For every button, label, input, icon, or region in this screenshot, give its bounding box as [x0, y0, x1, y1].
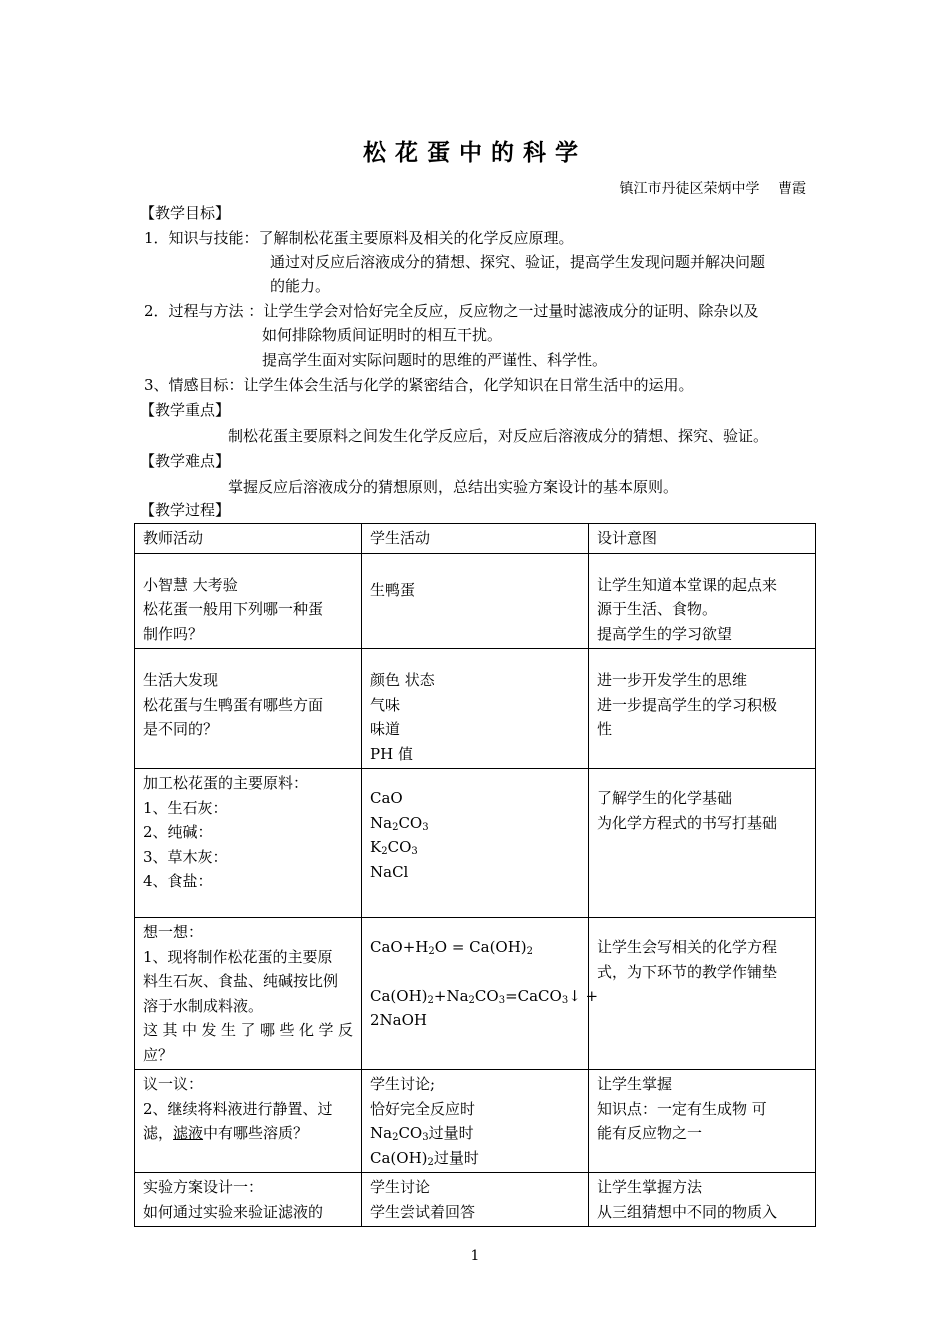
- table-row: [135, 553, 816, 649]
- cell-line: 学生讨论;: [370, 1075, 436, 1093]
- intent-cell: [589, 1070, 816, 1173]
- cell-line: 议一议：: [143, 1075, 204, 1093]
- goal-1-line-3: 的能力。: [270, 277, 331, 295]
- cell-line: 制作吗？: [143, 624, 204, 643]
- cell-line: $Na_2CO_3$过量时: [370, 1124, 474, 1143]
- table-row: [135, 918, 816, 1070]
- cell-line: 进一步开发学生的思维: [597, 671, 748, 689]
- goals-heading: 【教学目标】: [140, 204, 231, 222]
- cell-line: 生鸭蛋: [370, 580, 416, 599]
- goal-1-label: 1．知识与技能：: [144, 229, 259, 247]
- cell-line: 松花蛋与生鸭蛋有哪些方面: [143, 695, 324, 714]
- student-cell: [362, 769, 589, 918]
- equation-2: $Ca(OH)_2+Na_2CO_3=CaCO_3↓$ +: [370, 986, 599, 1006]
- cell-line: 3、草木灰：: [143, 847, 228, 866]
- cell-line: 想一想：: [143, 923, 204, 941]
- goal-2-line-3: 提高学生面对实际问题时的思维的严谨性、科学性。: [262, 351, 608, 369]
- cell-line: 为化学方程式的书写打基础: [597, 813, 778, 832]
- goal-2-label: 2．过程与方法 ：: [144, 302, 264, 320]
- cell-line: 溶于水制成料液。: [143, 996, 264, 1015]
- cell-line: 让学生知道本堂课的起点来: [597, 575, 778, 594]
- student-cell: [362, 553, 589, 649]
- cell-line: 松花蛋一般用下列哪一种蛋: [143, 600, 324, 618]
- difficulty-heading: 【教学难点】: [140, 452, 231, 470]
- table-row: [135, 649, 816, 769]
- cell-line: 应？: [143, 1045, 174, 1064]
- cell-line: $Ca(OH)_2$过量时: [370, 1148, 479, 1168]
- cell-line: 2、纯碱：: [143, 823, 213, 841]
- table-header-row: [135, 524, 816, 554]
- cell-line: 这其中发生了哪些化学反: [143, 1021, 353, 1039]
- cell-line: 恰好完全反应时: [370, 1099, 476, 1118]
- teacher-cell: [135, 1173, 362, 1227]
- intent-cell: [589, 918, 816, 1070]
- goal-2: [144, 301, 758, 321]
- student-cell: [362, 1070, 589, 1173]
- header-teacher: 教师活动: [135, 524, 362, 554]
- goal-2-line-1: 让学生学会对恰好完全反应，反应物之一过量时滤液成分的证明、除杂以及: [263, 302, 759, 320]
- teacher-cell: [135, 918, 362, 1070]
- cell-line: 生活大发现: [143, 671, 219, 689]
- cell-line: 小智慧 大考验: [143, 575, 238, 594]
- cell-line: 4、食盐：: [143, 872, 213, 890]
- teacher-cell: [135, 769, 362, 918]
- cell-line: 味道: [370, 720, 401, 738]
- doc-title: 松花蛋中的科学: [363, 139, 587, 166]
- table-row: [135, 769, 816, 918]
- formula-nacl: NaCl: [370, 862, 409, 881]
- cell-line: 料生石灰、食盐、纯碱按比例: [143, 972, 339, 990]
- intent-cell: [589, 769, 816, 918]
- goal-1: [144, 228, 574, 248]
- process-heading: 【教学过程】: [140, 501, 231, 519]
- cell-line: 1、现将制作松花蛋的主要原: [143, 947, 333, 966]
- author-line: 镇江市丹徒区荣炳中学 曹霞: [619, 181, 806, 197]
- key-heading: 【教学重点】: [140, 401, 231, 419]
- goal-1-line-1: 了解制松花蛋主要原料及相关的化学反应原理。: [258, 229, 574, 247]
- key-text: 制松花蛋主要原料之间发生化学反应后，对反应后溶液成分的猜想、探究、验证。: [228, 427, 769, 445]
- spacer: [370, 960, 580, 984]
- difficulty-text: 掌握反应后溶液成分的猜想原则，总结出实验方案设计的基本原则。: [228, 478, 679, 496]
- formula-cao: CaO: [370, 789, 403, 807]
- cell-line: 实验方案设计一：: [143, 1178, 264, 1196]
- equation-2-cont: 2NaOH: [370, 1011, 427, 1029]
- cell-line: 颜色 状态: [370, 671, 435, 689]
- cell-line: 提高学生的学习欲望: [597, 624, 733, 643]
- student-cell: [362, 1173, 589, 1227]
- cell-line: 让学生掌握方法: [597, 1178, 703, 1196]
- intent-cell: [589, 1173, 816, 1227]
- cell-line: 了解学生的化学基础: [597, 789, 733, 807]
- cell-line: 是不同的？: [143, 720, 219, 738]
- cell-line: 性: [597, 720, 613, 738]
- table-row: [135, 1173, 816, 1227]
- cell-line: 气味: [370, 695, 401, 714]
- cell-line: 学生尝试着回答: [370, 1202, 476, 1221]
- cell-line: 源于生活、食物。: [597, 600, 718, 618]
- intent-cell: [589, 553, 816, 649]
- equation-1: $CaO+H_2O = Ca(OH)_2$: [370, 938, 534, 957]
- intent-cell: [589, 649, 816, 769]
- teacher-cell: [135, 553, 362, 649]
- teacher-cell: [135, 649, 362, 769]
- teacher-cell: [135, 1070, 362, 1173]
- goal-2-line-2: 如何排除物质间证明时的相互干扰。: [262, 326, 503, 344]
- cell-line: 让学生会写相关的化学方程: [597, 938, 778, 956]
- cell-line: 式，为下环节的教学作铺垫: [597, 962, 778, 981]
- cell-line: 能有反应物之一: [597, 1124, 703, 1142]
- student-cell: [362, 649, 589, 769]
- cell-line: 2、继续将料液进行静置、过: [143, 1099, 333, 1118]
- formula-k2co3: $K_2CO_3$: [370, 838, 418, 857]
- student-cell: [362, 918, 599, 1070]
- goal-1-line-2: 通过对反应后溶液成分的猜想、探究、验证，提高学生发现问题并解决问题: [270, 253, 766, 271]
- header-student: 学生活动: [362, 524, 589, 554]
- cell-line: PH 值: [370, 744, 413, 763]
- goal-3: 3、情感目标：让学生体会生活与化学的紧密结合，化学知识在日常生活中的运用。: [144, 376, 694, 394]
- page-number: 1: [470, 1248, 480, 1264]
- process-table: [134, 523, 816, 1227]
- cell-line: 学生讨论: [370, 1178, 431, 1196]
- formula-na2co3: $Na_2CO_3$: [370, 813, 429, 833]
- table-row: [135, 1070, 816, 1173]
- cell-line: 知识点：一定有生成物 可: [597, 1099, 767, 1118]
- underlined-term: 滤液: [173, 1124, 204, 1142]
- cell-line: 如何通过实验来验证滤液的: [143, 1202, 324, 1221]
- cell-line: 进一步提高学生的学习积极: [597, 695, 778, 714]
- cell-line: 从三组猜想中不同的物质入: [597, 1202, 778, 1221]
- cell-line: 1、生石灰：: [143, 798, 228, 817]
- cell-line: 加工松花蛋的主要原料：: [143, 774, 309, 792]
- cell-line: 让学生掌握: [597, 1075, 673, 1093]
- header-intent: 设计意图: [589, 524, 816, 554]
- cell-line: 滤，滤液中有哪些溶质？: [143, 1124, 309, 1142]
